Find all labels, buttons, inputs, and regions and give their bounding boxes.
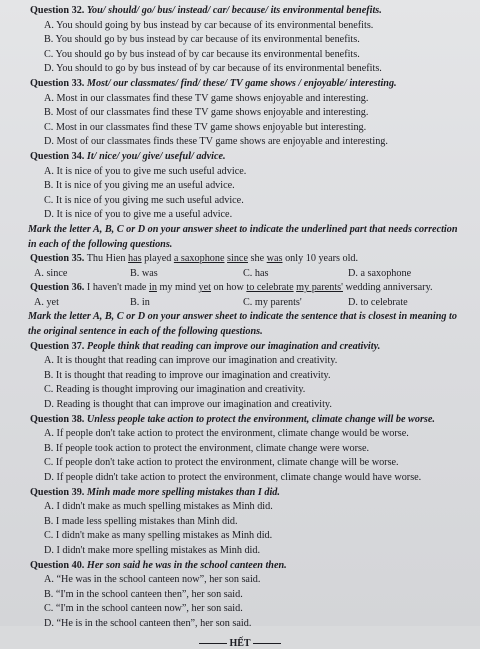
- instruction-correction-line2: in each of the following questions.: [28, 238, 173, 250]
- question-label: Question 34.: [30, 150, 85, 162]
- option-34b: B. It is nice of you giving me an useful advice.: [44, 180, 235, 192]
- question-prompt: It/ nice/ you/ give/ useful/ advice.: [86, 150, 226, 162]
- underlined-part: my parents': [296, 282, 343, 294]
- question-label: Question 39.: [30, 486, 85, 498]
- instruction-correction-line1: Mark the letter A, B, C or D on your answer sheet to indicate the underlined part that needs correction: [28, 223, 458, 235]
- option-32d: D. You should to go by bus instead of by car because of its environmental benefits.: [44, 63, 382, 75]
- option-33a: A. Most in our classmates find these TV game shows enjoyable and interesting.: [44, 92, 369, 104]
- question-label: Question 40.: [30, 559, 85, 571]
- option-34d: D. It is nice of you to give me a useful advice.: [44, 209, 233, 221]
- question-40: [0, 559, 480, 574]
- question-33: [0, 77, 480, 92]
- question-38: [0, 413, 480, 428]
- underlined-part: since: [227, 253, 248, 265]
- text-segment: wedding anniversary.: [342, 282, 433, 294]
- option-36c: C. my parents': [243, 296, 302, 308]
- instruction-meaning-line1: Mark the letter A, B, C or D on your answer sheet to indicate the sentence that is closest in meaning to: [28, 311, 457, 323]
- text-segment: she: [247, 253, 267, 265]
- option-36b: B. in: [130, 296, 150, 308]
- end-marker: [0, 638, 480, 649]
- underlined-part: has: [128, 253, 142, 265]
- option-38b: B. If people took action to protect the environment, climate change were worse.: [44, 442, 370, 454]
- question-prompt: Most/ our classmates/ find/ these/ TV game shows / enjoyable/ interesting.: [86, 77, 397, 89]
- option-38d: D. If people didn't take action to protect the environment, climate change would have worse.: [44, 472, 422, 483]
- option-37d: D. Reading is thought that can improve our imagination and creativity.: [44, 399, 332, 411]
- end-label: HẾT: [229, 637, 251, 649]
- question-36: [0, 281, 480, 296]
- option-37a: A. It is thought that reading can improve our imagination and creativity.: [44, 355, 338, 367]
- underlined-part: was: [266, 253, 283, 265]
- instruction-meaning-line2: the original sentence in each of the following questions.: [28, 326, 263, 338]
- text-segment: only 10 years old.: [282, 253, 359, 265]
- option-38a: A. If people don't take action to protect the environment, climate change would be worse.: [44, 428, 409, 440]
- option-38c: C. If people don't take action to protect the environment, climate change will be worse.: [44, 457, 399, 469]
- option-39d: D. I didn't make more spelling mistakes as Minh did.: [44, 544, 261, 556]
- question-prompt: Unless people take action to protect the environment, climate change will be worse.: [86, 413, 435, 425]
- option-32c: C. You should go by bus instead of by car because its environmental benefits.: [44, 48, 360, 60]
- option-39c: C. I didn't make as many spelling mistakes as Minh did.: [44, 530, 273, 542]
- text-segment: on how: [210, 282, 247, 294]
- underlined-part: yet: [198, 282, 211, 294]
- question-39: [0, 486, 480, 501]
- question-label: Question 32.: [30, 5, 85, 16]
- option-35c: C. has: [243, 267, 269, 279]
- end-rule-right: [253, 643, 281, 644]
- option-32b: B. You should go by bus instead by car because of its environmental benefits.: [44, 34, 360, 46]
- option-32a: A. You should going by bus instead by car because of its environmental benefits.: [44, 19, 374, 31]
- option-39b: B. I made less spelling mistakes than Minh did.: [44, 515, 238, 527]
- question-label: Question 38.: [30, 413, 85, 425]
- option-36d: D. to celebrate: [348, 296, 408, 308]
- underlined-part: a saxophone: [173, 253, 225, 265]
- option-40b: B. “I'm in the school canteen then”, her son said.: [44, 588, 243, 600]
- question-label: Question 33.: [30, 77, 85, 89]
- question-label: Question 37.: [30, 340, 85, 352]
- option-35a: A. since: [34, 267, 68, 279]
- option-37b: B. It is thought that reading to improve our imagination and creativity.: [44, 369, 331, 381]
- question-prompt: Minh made more spelling mistakes than I did.: [86, 486, 280, 498]
- underlined-part: to celebrate: [246, 282, 294, 294]
- option-40d: D. “He is in the school canteen then”, her son said.: [44, 617, 252, 629]
- option-33d: D. Most of our classmates finds these TV game shows are enjoyable and interesting.: [44, 136, 388, 148]
- option-39a: A. I didn't make as much spelling mistakes as Minh did.: [44, 501, 273, 513]
- text-segment: Thu Hien: [84, 253, 129, 265]
- options-36: [0, 296, 480, 311]
- option-34a: A. It is nice of you to give me such useful advice.: [44, 165, 247, 177]
- option-33c: C. Most in our classmates find these TV game shows enjoyable but interesting.: [44, 121, 367, 133]
- options-35: [0, 267, 480, 282]
- text-segment: I haven't made: [84, 282, 149, 294]
- question-prompt: Her son said he was in the school canteen then.: [86, 559, 287, 571]
- option-35b: B. was: [130, 267, 158, 279]
- option-34c: C. It is nice of you giving me such useful advice.: [44, 194, 244, 206]
- option-36a: A. yet: [34, 296, 59, 308]
- end-rule-left: [199, 643, 227, 644]
- question-35: [0, 252, 480, 267]
- question-37: [0, 340, 480, 355]
- text-segment: my mind: [156, 282, 199, 294]
- option-40c: C. “I'm in the school canteen now”, her son said.: [44, 603, 243, 615]
- option-37c: C. Reading is thought improving our imagination and creativity.: [44, 384, 306, 396]
- option-33b: B. Most of our classmates find these TV game shows enjoyable and interesting.: [44, 107, 369, 119]
- question-prompt: You/ should/ go/ bus/ instead/ car/ because/ its environmental benefits.: [86, 5, 382, 16]
- question-label: Question 36.: [30, 282, 85, 294]
- question-32: [0, 4, 480, 19]
- option-35d: D. a saxophone: [348, 267, 412, 279]
- underlined-part: in: [148, 282, 157, 294]
- text-segment: played: [141, 253, 174, 265]
- question-label: Question 35.: [30, 253, 85, 265]
- question-prompt: People think that reading can improve our imagination and creativity.: [86, 340, 381, 352]
- option-40a: A. “He was in the school canteen now”, her son said.: [44, 574, 261, 586]
- question-34: [0, 150, 480, 165]
